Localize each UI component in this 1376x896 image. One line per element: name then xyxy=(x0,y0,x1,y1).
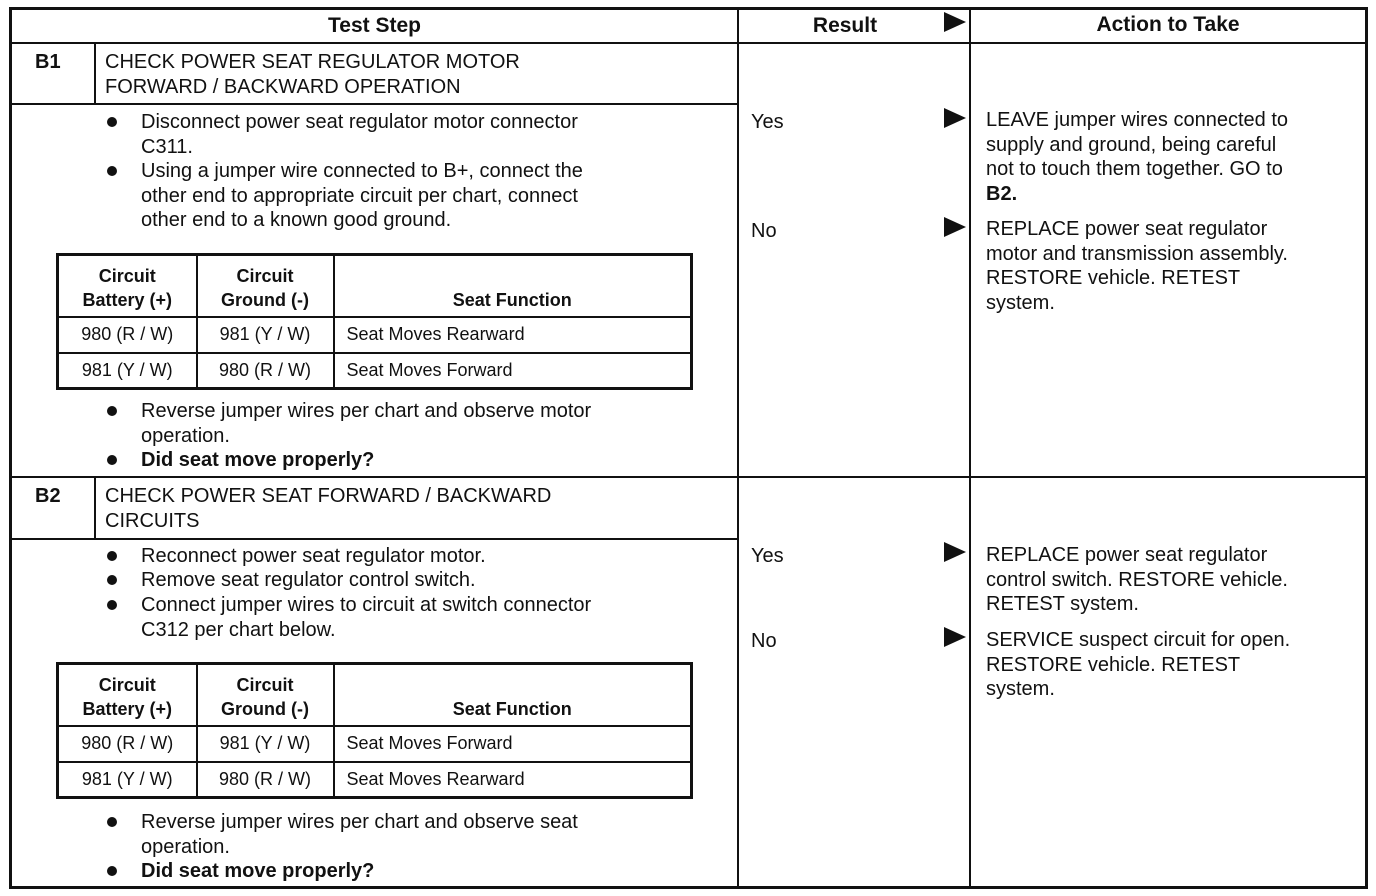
b2-bullet-5-icon xyxy=(107,866,117,876)
b2-col-battery-h2: Battery (+) xyxy=(82,698,173,719)
b2-result-no: No xyxy=(751,630,777,652)
b1-action-no-line2: motor and transmission assembly. xyxy=(986,242,1288,265)
b2-id-divider xyxy=(94,478,96,538)
b1-bullet-3 xyxy=(141,399,731,448)
b1-action-no-line1: REPLACE power seat regulator xyxy=(986,218,1268,240)
b2-row1-function: Seat Moves Forward xyxy=(334,726,692,762)
b1-col-battery-h1: Circuit xyxy=(98,265,156,286)
b2-bullet-2-icon xyxy=(107,575,117,585)
b1-bullet-2-icon xyxy=(107,166,117,176)
b2-circuit-table xyxy=(56,662,693,799)
b1-action-yes xyxy=(986,108,1361,206)
b1-bullet-3-line1: Reverse jumper wires per chart and observe motor xyxy=(141,400,592,422)
b1-result-yes: Yes xyxy=(751,111,784,133)
b2-row1-ground: 981 (Y / W) xyxy=(197,726,334,762)
b1-bullet-3-icon xyxy=(107,406,117,416)
b1-row2-function: Seat Moves Forward xyxy=(334,353,692,389)
b1-yes-arrow-icon xyxy=(944,108,966,128)
column-divider-2 xyxy=(969,7,971,889)
b1-action-yes-line3: not to touch them together. GO to xyxy=(986,158,1283,180)
b2-action-yes xyxy=(986,543,1361,617)
b2-bullet-3-line2: C312 per chart below. xyxy=(141,618,336,641)
table-row xyxy=(58,317,692,353)
table-row xyxy=(58,726,692,762)
b2-col-battery-h1: Circuit xyxy=(98,674,156,695)
b1-action-yes-line4: B2. xyxy=(986,182,1018,205)
b1-bullet-2-line1: Using a jumper wire connected to B+, connect the xyxy=(141,160,583,182)
b2-row2-battery: 981 (Y / W) xyxy=(58,762,197,798)
b2-row2-ground: 980 (R / W) xyxy=(197,762,334,798)
b2-title-line1: CHECK POWER SEAT FORWARD / BACKWARD xyxy=(105,485,552,507)
b2-bullet-4-line2: operation. xyxy=(141,835,230,858)
b2-action-no-line3: system. xyxy=(986,678,1055,700)
b1-col-ground-h1: Circuit xyxy=(236,265,294,286)
b1-row1-function: Seat Moves Rearward xyxy=(334,317,692,353)
border-top xyxy=(9,7,1368,10)
b1-col-ground-h2: Ground (-) xyxy=(221,289,309,310)
b2-row2-function: Seat Moves Rearward xyxy=(334,762,692,798)
b1-id-divider xyxy=(94,44,96,104)
b2-bullet-3-line1: Connect jumper wires to circuit at switch connector xyxy=(141,594,592,616)
b1-bullet-4-icon xyxy=(107,455,117,465)
header-arrow-icon xyxy=(944,12,966,32)
b2-step-id: B2 xyxy=(35,485,61,507)
b2-bullet-3 xyxy=(141,593,731,642)
b2-action-no-line2: RESTORE vehicle. RETEST xyxy=(986,653,1241,676)
b2-action-no-line1: SERVICE suspect circuit for open. xyxy=(986,629,1291,651)
b2-title-line2: CIRCUITS xyxy=(105,509,200,532)
b1-bullet-2-line3: other end to a known good ground. xyxy=(141,209,452,231)
header-action: Action to Take xyxy=(1096,13,1240,36)
b1-title xyxy=(105,50,725,99)
b1-row1-ground: 981 (Y / W) xyxy=(197,317,334,353)
b1-row2-battery: 981 (Y / W) xyxy=(58,353,197,389)
b1-bullet-1 xyxy=(141,110,731,159)
b1-bullet-3-line2: operation. xyxy=(141,424,230,447)
border-right xyxy=(1365,7,1368,889)
b2-action-yes-line2: control switch. RESTORE vehicle. xyxy=(986,568,1288,591)
b2-action-yes-line1: REPLACE power seat regulator xyxy=(986,544,1268,566)
b2-bullet-1: Reconnect power seat regulator motor. xyxy=(141,545,486,567)
b2-col-ground-h1: Circuit xyxy=(236,674,294,695)
b2-col-ground-header xyxy=(197,664,334,726)
b1-row1-battery: 980 (R / W) xyxy=(58,317,197,353)
b2-bullet-4 xyxy=(141,810,731,859)
b2-col-ground-h2: Ground (-) xyxy=(221,698,309,719)
column-divider-1 xyxy=(737,7,739,889)
b1-action-no xyxy=(986,217,1361,315)
b2-no-arrow-icon xyxy=(944,627,966,647)
border-left xyxy=(9,7,12,889)
b1-col-ground-header xyxy=(197,255,334,317)
b2-col-battery-header xyxy=(58,664,197,726)
b1-col-function-header: Seat Function xyxy=(334,255,692,317)
header-test-step: Test Step xyxy=(328,14,421,37)
b2-action-yes-line3: RETEST system. xyxy=(986,593,1139,615)
b1-col-battery-header xyxy=(58,255,197,317)
b1-action-no-line4: system. xyxy=(986,291,1055,314)
b1-row2-ground: 980 (R / W) xyxy=(197,353,334,389)
table-row xyxy=(58,762,692,798)
b2-col-function-header: Seat Function xyxy=(334,664,692,726)
b2-question: Did seat move properly? xyxy=(141,860,375,882)
b1-bullet-1-line1: Disconnect power seat regulator motor connector xyxy=(141,111,578,133)
b2-bullet-4-icon xyxy=(107,817,117,827)
b1-question: Did seat move properly? xyxy=(141,449,375,471)
header-divider xyxy=(9,42,1368,44)
b2-bullet-3-icon xyxy=(107,600,117,610)
b2-action-no xyxy=(986,628,1361,702)
border-bottom xyxy=(9,886,1368,889)
b1-result-no: No xyxy=(751,220,777,242)
b1-no-arrow-icon xyxy=(944,217,966,237)
b2-bullet-1-icon xyxy=(107,551,117,561)
b2-title-underline xyxy=(9,538,737,540)
b2-title xyxy=(105,484,725,533)
b1-title-line2: FORWARD / BACKWARD OPERATION xyxy=(105,75,461,98)
b2-row1-battery: 980 (R / W) xyxy=(58,726,197,762)
b1-action-yes-line2: supply and ground, being careful xyxy=(986,133,1277,156)
table-row xyxy=(58,353,692,389)
b1-bullet-1-line2: C311. xyxy=(141,135,193,158)
step-divider xyxy=(9,476,1368,478)
b1-bullet-2 xyxy=(141,159,731,233)
header-result: Result xyxy=(812,14,878,37)
b1-action-no-line3: RESTORE vehicle. RETEST xyxy=(986,267,1241,289)
b1-bullet-2-line2: other end to appropriate circuit per chart, connect xyxy=(141,184,578,207)
b2-bullet-4-line1: Reverse jumper wires per chart and observe seat xyxy=(141,811,578,833)
b1-col-battery-h2: Battery (+) xyxy=(82,289,173,310)
b2-result-yes: Yes xyxy=(751,545,784,567)
b2-yes-arrow-icon xyxy=(944,542,966,562)
b1-bullet-1-icon xyxy=(107,117,117,127)
b1-step-id: B1 xyxy=(35,51,61,73)
b1-action-yes-line1: LEAVE jumper wires connected to xyxy=(986,109,1289,131)
b1-circuit-table xyxy=(56,253,693,390)
b1-title-underline xyxy=(9,103,737,105)
b1-title-line1: CHECK POWER SEAT REGULATOR MOTOR xyxy=(105,51,520,73)
b2-bullet-2: Remove seat regulator control switch. xyxy=(141,569,476,591)
